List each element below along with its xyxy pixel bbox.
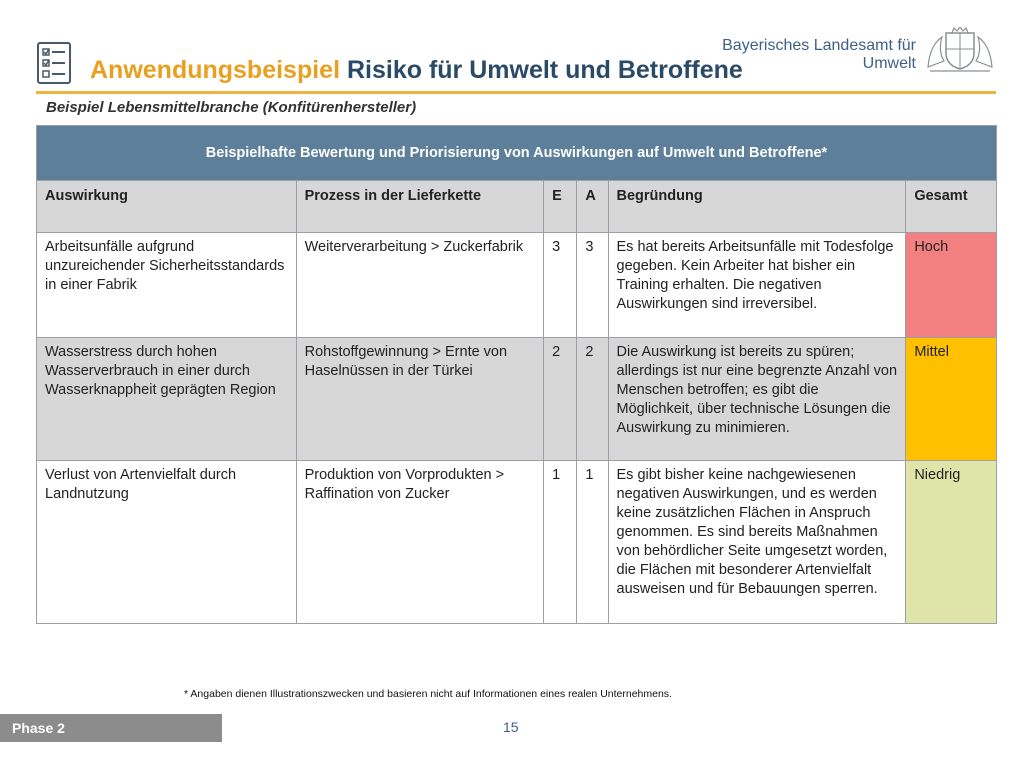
cell-e: 1	[544, 461, 577, 624]
page-title-accent: Anwendungsbeispiel	[90, 56, 341, 84]
column-header-prozess: Prozess in der Lieferkette	[296, 181, 544, 233]
bavarian-crest-icon	[924, 27, 996, 73]
cell-prozess: Rohstoffgewinnung > Ernte von Haselnüssen in der Türkei	[296, 338, 544, 461]
organization-name-line1: Bayerisches Landesamt für	[722, 37, 916, 54]
cell-a: 2	[577, 338, 608, 461]
cell-auswirkung: Verlust von Artenvielfalt durch Landnutzung	[37, 461, 297, 624]
cell-prozess: Weiterverarbeitung > Zuckerfabrik	[296, 233, 544, 338]
phase-label: Phase 2	[12, 720, 65, 736]
table-caption: Beispielhafte Bewertung und Priorisierung von Auswirkungen auf Umwelt und Betroffene*	[37, 126, 997, 181]
column-header-gesamt: Gesamt	[906, 181, 997, 233]
organization-name	[722, 37, 916, 73]
footnote: * Angaben dienen Illustrationszwecken und basieren nicht auf Informationen eines realen Unternehmens.	[184, 688, 672, 700]
page-title-rest: Risiko für Umwelt und Betroffene	[340, 56, 743, 84]
cell-gesamt-badge: Hoch	[906, 233, 997, 338]
cell-begruendung: Die Auswirkung ist bereits zu spüren; allerdings ist nur eine begrenzte Anzahl von Menschen betroffen; es gibt die Möglichkeit, über technische Lösungen die Auswirkung zu minimieren.	[608, 338, 906, 461]
column-header-begruendung: Begründung	[608, 181, 906, 233]
cell-auswirkung: Wasserstress durch hohen Wasserverbrauch in einer durch Wasserknappheit geprägten Region	[37, 338, 297, 461]
cell-a: 1	[577, 461, 608, 624]
phase-label-bar	[0, 714, 222, 742]
table-row	[37, 338, 997, 461]
table-header-row	[37, 181, 997, 233]
cell-gesamt-badge: Mittel	[906, 338, 997, 461]
organization-name-line2: Umwelt	[862, 55, 916, 72]
cell-prozess: Produktion von Vorprodukten > Raffination von Zucker	[296, 461, 544, 624]
cell-begruendung: Es hat bereits Arbeitsunfälle mit Todesfolge gegeben. Kein Arbeiter hat bisher ein Training erhalten. Die negativen Auswirkungen sind irreversibel.	[608, 233, 906, 338]
checklist-icon	[36, 41, 72, 85]
cell-gesamt-badge: Niedrig	[906, 461, 997, 624]
column-header-auswirkung: Auswirkung	[37, 181, 297, 233]
column-header-a: A	[577, 181, 608, 233]
cell-e: 2	[544, 338, 577, 461]
cell-begruendung: Es gibt bisher keine nachgewiesenen negativen Auswirkungen, und es werden keine zusätzlichen Flächen in Anspruch genommen. Es sind bereits Maßnahmen von behördlicher Seite umgesetzt worden, die Flächen mit besonderer Artenvielfalt ausweisen und für Bebauungen sperren.	[608, 461, 906, 624]
page-number: 15	[503, 719, 519, 735]
column-header-e: E	[544, 181, 577, 233]
table-row	[37, 233, 997, 338]
page-title	[90, 56, 743, 85]
subtitle: Beispiel Lebensmittelbranche (Konfitürenhersteller)	[46, 99, 417, 116]
cell-e: 3	[544, 233, 577, 338]
cell-a: 3	[577, 233, 608, 338]
title-underline	[36, 91, 996, 94]
table-row	[37, 461, 997, 624]
assessment-table	[36, 125, 997, 624]
cell-auswirkung: Arbeitsunfälle aufgrund unzureichender Sicherheitsstandards in einer Fabrik	[37, 233, 297, 338]
